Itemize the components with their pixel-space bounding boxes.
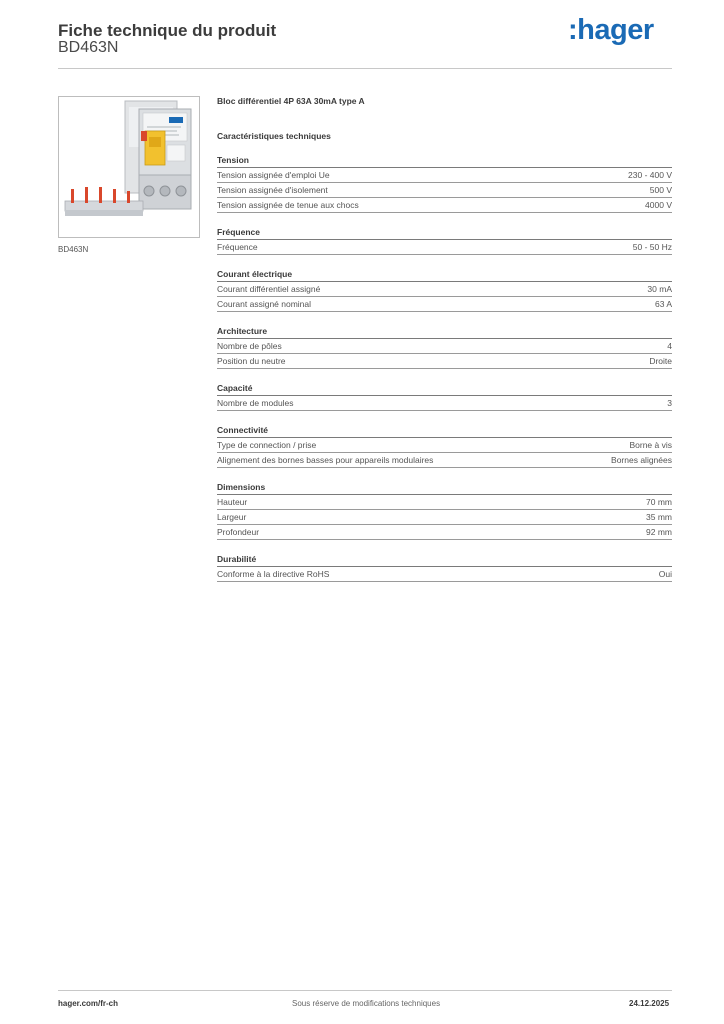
group-title: Tension [217,151,672,168]
spec-label: Courant assigné nominal [217,299,312,309]
spec-label: Largeur [217,512,247,522]
hager-logo: :hager [568,14,654,46]
group-title: Architecture [217,322,672,339]
spec-group-connectivite [217,421,672,468]
spec-group-courant [217,265,672,312]
spec-row [217,339,672,354]
spec-row [217,198,672,213]
spec-value: Oui [658,569,672,579]
page-title: Fiche technique du produit [58,21,277,40]
spec-value: 500 V [649,185,672,195]
group-title: Courant électrique [217,265,672,282]
group-title: Dimensions [217,478,672,495]
spec-value: 50 - 50 Hz [632,242,672,252]
spec-group-capacite [217,379,672,411]
specs-heading: Caractéristiques techniques [217,131,331,141]
spec-value: Borne à vis [629,440,672,450]
spec-row [217,525,672,540]
spec-label: Nombre de modules [217,398,294,408]
product-image-frame [58,96,200,238]
spec-row [217,297,672,312]
spec-row [217,396,672,411]
spec-value: 35 mm [646,512,672,522]
spec-row [217,183,672,198]
product-image-caption: BD463N [58,245,89,254]
spec-value: 230 - 400 V [628,170,672,180]
spec-value: Bornes alignées [611,455,672,465]
spec-value: 30 mA [647,284,672,294]
spec-value: 3 [667,398,672,408]
group-title: Connectivité [217,421,672,438]
spec-label: Fréquence [217,242,258,252]
footer-website: hager.com/fr-ch [58,999,119,1008]
spec-row [217,438,672,453]
spec-group-architecture [217,322,672,369]
spec-group-tension [217,151,672,213]
spec-row [217,453,672,468]
spec-group-durabilite [217,550,672,582]
spec-row [217,240,672,255]
spec-value: 70 mm [646,497,672,507]
spec-row [217,282,672,297]
spec-label: Tension assignée d'isolement [217,185,328,195]
header-divider [58,68,672,69]
spec-row [217,510,672,525]
spec-label: Position du neutre [217,356,286,366]
group-title: Fréquence [217,223,672,240]
spec-value: 92 mm [646,527,672,537]
spec-content [217,96,672,582]
product-image [59,97,199,237]
spec-row [217,168,672,183]
group-title: Durabilité [217,550,672,567]
spec-value: Droite [649,356,672,366]
spec-label: Tension assignée de tenue aux chocs [217,200,359,210]
spec-group-dimensions [217,478,672,540]
spec-label: Tension assignée d'emploi Ue [217,170,330,180]
spec-label: Type de connection / prise [217,440,317,450]
spec-label: Courant différentiel assigné [217,284,321,294]
spec-label: Alignement des bornes basses pour appareils modulaires [217,455,434,465]
spec-row [217,567,672,582]
spec-row [217,495,672,510]
spec-value: 63 A [654,299,672,309]
spec-label: Profondeur [217,527,260,537]
spec-label: Nombre de pôles [217,341,282,351]
spec-value: 4 [667,341,672,351]
footer-disclaimer: Sous réserve de modifications techniques [292,999,441,1008]
group-title: Capacité [217,379,672,396]
spec-label: Hauteur [217,497,248,507]
product-name: Bloc différentiel 4P 63A 30mA type A [217,96,365,106]
footer-divider [58,990,672,991]
spec-value: 4000 V [645,200,672,210]
footer-date: 24.12.2025 [629,999,670,1008]
spec-group-frequence [217,223,672,255]
spec-row [217,354,672,369]
product-reference: BD463N [58,39,119,56]
spec-label: Conforme à la directive RoHS [217,569,330,579]
